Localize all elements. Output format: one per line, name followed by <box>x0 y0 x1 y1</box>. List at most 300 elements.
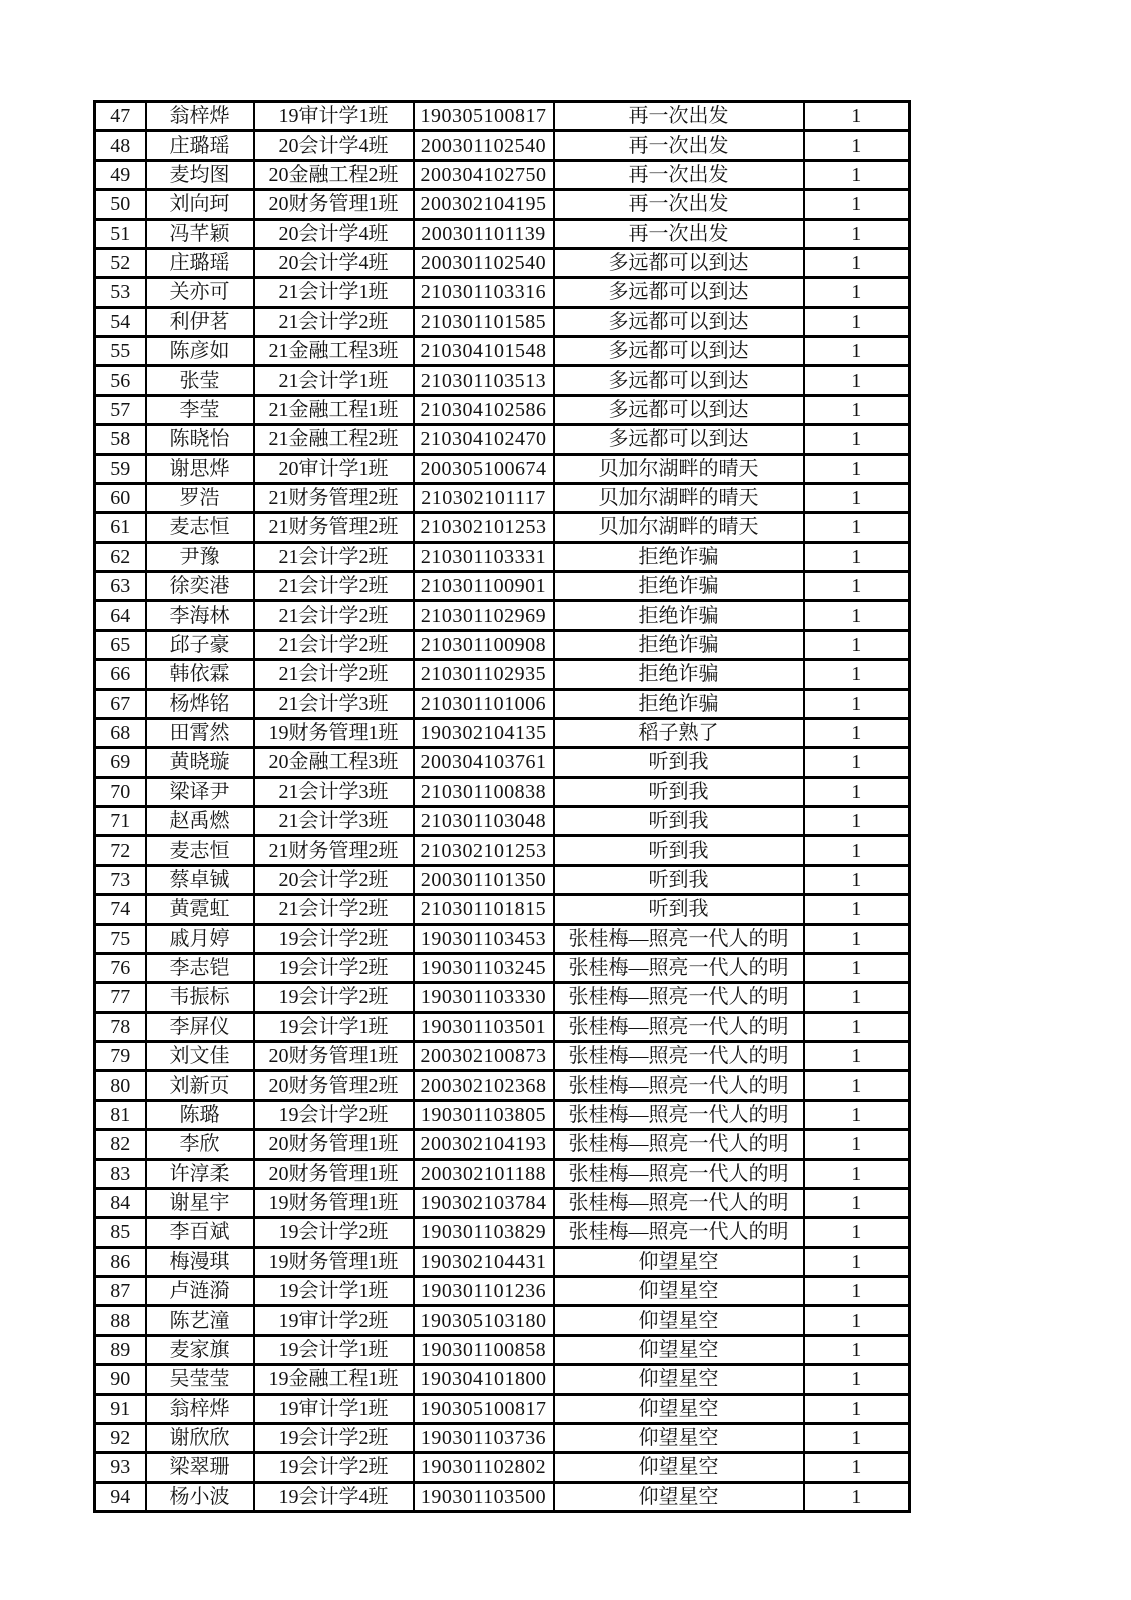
song-title-cell: 再一次出发 <box>554 219 804 248</box>
student-name-cell: 杨小波 <box>146 1482 254 1511</box>
student-id-cell: 200302104193 <box>414 1130 554 1159</box>
count-cell: 1 <box>804 1482 910 1511</box>
student-id-cell: 200302102368 <box>414 1071 554 1100</box>
row-number-cell: 87 <box>95 1277 146 1306</box>
song-title-cell: 张桂梅—照亮一代人的明 <box>554 1100 804 1129</box>
row-number-cell: 70 <box>95 777 146 806</box>
count-cell: 1 <box>804 865 910 894</box>
student-name-cell: 庄璐瑶 <box>146 131 254 160</box>
song-title-cell: 拒绝诈骗 <box>554 630 804 659</box>
count-cell: 1 <box>804 513 910 542</box>
class-cell: 20金融工程2班 <box>254 160 414 189</box>
row-number-cell: 52 <box>95 248 146 277</box>
table-row <box>95 190 910 219</box>
song-title-cell: 仰望星空 <box>554 1482 804 1511</box>
student-id-cell: 190301103736 <box>414 1423 554 1452</box>
student-name-cell: 关亦可 <box>146 278 254 307</box>
student-name-cell: 徐奕港 <box>146 572 254 601</box>
song-title-cell: 听到我 <box>554 865 804 894</box>
song-title-cell: 多远都可以到达 <box>554 337 804 366</box>
student-name-cell: 谢欣欣 <box>146 1423 254 1452</box>
class-cell: 19会计学2班 <box>254 1453 414 1482</box>
student-id-cell: 210301101815 <box>414 895 554 924</box>
student-id-cell: 210301102969 <box>414 601 554 630</box>
row-number-cell: 82 <box>95 1130 146 1159</box>
count-cell: 1 <box>804 1042 910 1071</box>
row-number-cell: 62 <box>95 542 146 571</box>
table-row <box>95 454 910 483</box>
count-cell: 1 <box>804 1453 910 1482</box>
class-cell: 19财务管理1班 <box>254 718 414 747</box>
class-cell: 19财务管理1班 <box>254 1188 414 1217</box>
count-cell: 1 <box>804 160 910 189</box>
class-cell: 21金融工程3班 <box>254 337 414 366</box>
student-name-cell: 罗浩 <box>146 483 254 512</box>
table-row <box>95 278 910 307</box>
row-number-cell: 91 <box>95 1394 146 1423</box>
row-number-cell: 93 <box>95 1453 146 1482</box>
count-cell: 1 <box>804 572 910 601</box>
count-cell: 1 <box>804 542 910 571</box>
count-cell: 1 <box>804 777 910 806</box>
row-number-cell: 66 <box>95 660 146 689</box>
student-name-cell: 卢涟漪 <box>146 1277 254 1306</box>
table-row <box>95 366 910 395</box>
row-number-cell: 85 <box>95 1218 146 1247</box>
row-number-cell: 49 <box>95 160 146 189</box>
student-id-cell: 190301103501 <box>414 1012 554 1041</box>
count-cell: 1 <box>804 601 910 630</box>
table-row <box>95 483 910 512</box>
row-number-cell: 81 <box>95 1100 146 1129</box>
row-number-cell: 56 <box>95 366 146 395</box>
table-row <box>95 1482 910 1511</box>
song-title-cell: 张桂梅—照亮一代人的明 <box>554 1130 804 1159</box>
table-row <box>95 1188 910 1217</box>
table-row <box>95 160 910 189</box>
count-cell: 1 <box>804 689 910 718</box>
song-title-cell: 多远都可以到达 <box>554 395 804 424</box>
student-id-cell: 200301101139 <box>414 219 554 248</box>
student-name-cell: 麦均图 <box>146 160 254 189</box>
row-number-cell: 64 <box>95 601 146 630</box>
student-id-cell: 200302101188 <box>414 1159 554 1188</box>
row-number-cell: 88 <box>95 1306 146 1335</box>
count-cell: 1 <box>804 366 910 395</box>
row-number-cell: 67 <box>95 689 146 718</box>
count-cell: 1 <box>804 483 910 512</box>
count-cell: 1 <box>804 807 910 836</box>
student-name-cell: 谢星宇 <box>146 1188 254 1217</box>
table-row <box>95 513 910 542</box>
student-id-cell: 200301102540 <box>414 248 554 277</box>
student-id-cell: 210301103048 <box>414 807 554 836</box>
table-row <box>95 748 910 777</box>
row-number-cell: 60 <box>95 483 146 512</box>
song-title-cell: 多远都可以到达 <box>554 248 804 277</box>
row-number-cell: 86 <box>95 1247 146 1276</box>
class-cell: 21会计学2班 <box>254 601 414 630</box>
student-id-cell: 190301103330 <box>414 983 554 1012</box>
student-name-cell: 李屏仪 <box>146 1012 254 1041</box>
student-name-cell: 黄晓璇 <box>146 748 254 777</box>
student-name-cell: 蔡卓铖 <box>146 865 254 894</box>
student-id-cell: 200304102750 <box>414 160 554 189</box>
student-name-cell: 梁翠珊 <box>146 1453 254 1482</box>
class-cell: 21会计学2班 <box>254 307 414 336</box>
song-title-cell: 仰望星空 <box>554 1453 804 1482</box>
table-row <box>95 777 910 806</box>
row-number-cell: 84 <box>95 1188 146 1217</box>
song-title-cell: 张桂梅—照亮一代人的明 <box>554 1042 804 1071</box>
count-cell: 1 <box>804 1394 910 1423</box>
table-row <box>95 1306 910 1335</box>
count-cell: 1 <box>804 454 910 483</box>
song-title-cell: 仰望星空 <box>554 1365 804 1394</box>
song-title-cell: 仰望星空 <box>554 1277 804 1306</box>
table-row <box>95 395 910 424</box>
student-name-cell: 韩依霖 <box>146 660 254 689</box>
student-name-cell: 李海林 <box>146 601 254 630</box>
song-title-cell: 再一次出发 <box>554 160 804 189</box>
song-title-cell: 拒绝诈骗 <box>554 601 804 630</box>
row-number-cell: 71 <box>95 807 146 836</box>
class-cell: 19审计学1班 <box>254 1394 414 1423</box>
student-name-cell: 田霄然 <box>146 718 254 747</box>
song-title-cell: 多远都可以到达 <box>554 307 804 336</box>
table-row <box>95 131 910 160</box>
student-id-cell: 190302103784 <box>414 1188 554 1217</box>
count-cell: 1 <box>804 1188 910 1217</box>
count-cell: 1 <box>804 836 910 865</box>
count-cell: 1 <box>804 190 910 219</box>
class-cell: 19会计学1班 <box>254 1012 414 1041</box>
student-name-cell: 谢思烨 <box>146 454 254 483</box>
student-id-cell: 210301103316 <box>414 278 554 307</box>
student-name-cell: 张莹 <box>146 366 254 395</box>
class-cell: 19会计学1班 <box>254 1277 414 1306</box>
song-title-cell: 听到我 <box>554 895 804 924</box>
student-id-cell: 190301103500 <box>414 1482 554 1511</box>
table-row <box>95 1012 910 1041</box>
table-row <box>95 307 910 336</box>
student-id-cell: 210304101548 <box>414 337 554 366</box>
class-cell: 19会计学2班 <box>254 953 414 982</box>
table-row <box>95 572 910 601</box>
table-row <box>95 660 910 689</box>
row-number-cell: 76 <box>95 953 146 982</box>
student-name-cell: 李莹 <box>146 395 254 424</box>
table-row <box>95 601 910 630</box>
class-cell: 20财务管理1班 <box>254 1130 414 1159</box>
song-title-cell: 再一次出发 <box>554 131 804 160</box>
row-number-cell: 65 <box>95 630 146 659</box>
class-cell: 19审计学2班 <box>254 1306 414 1335</box>
student-name-cell: 麦志恒 <box>146 836 254 865</box>
count-cell: 1 <box>804 219 910 248</box>
student-id-cell: 210304102586 <box>414 395 554 424</box>
count-cell: 1 <box>804 1100 910 1129</box>
table-row <box>95 689 910 718</box>
class-cell: 19财务管理1班 <box>254 1247 414 1276</box>
song-title-cell: 张桂梅—照亮一代人的明 <box>554 983 804 1012</box>
class-cell: 21会计学1班 <box>254 366 414 395</box>
class-cell: 21会计学3班 <box>254 777 414 806</box>
student-name-cell: 尹豫 <box>146 542 254 571</box>
table-row <box>95 953 910 982</box>
song-title-cell: 听到我 <box>554 777 804 806</box>
count-cell: 1 <box>804 307 910 336</box>
student-name-cell: 庄璐瑶 <box>146 248 254 277</box>
table-row <box>95 248 910 277</box>
student-id-cell: 210301101006 <box>414 689 554 718</box>
class-cell: 19审计学1班 <box>254 102 414 131</box>
class-cell: 20财务管理1班 <box>254 190 414 219</box>
table-row <box>95 1218 910 1247</box>
student-id-cell: 190301102802 <box>414 1453 554 1482</box>
class-cell: 21会计学2班 <box>254 895 414 924</box>
table-row <box>95 102 910 131</box>
count-cell: 1 <box>804 924 910 953</box>
table-row <box>95 1100 910 1129</box>
song-title-cell: 张桂梅—照亮一代人的明 <box>554 1218 804 1247</box>
student-id-cell: 210301102935 <box>414 660 554 689</box>
student-name-cell: 李欣 <box>146 1130 254 1159</box>
student-name-cell: 麦家旗 <box>146 1335 254 1364</box>
count-cell: 1 <box>804 1335 910 1364</box>
row-number-cell: 80 <box>95 1071 146 1100</box>
student-name-cell: 李志铠 <box>146 953 254 982</box>
table-row <box>95 983 910 1012</box>
table-row <box>95 425 910 454</box>
class-cell: 19会计学2班 <box>254 1100 414 1129</box>
student-name-cell: 陈晓怡 <box>146 425 254 454</box>
student-name-cell: 李百斌 <box>146 1218 254 1247</box>
student-name-cell: 杨烨铭 <box>146 689 254 718</box>
row-number-cell: 59 <box>95 454 146 483</box>
student-id-cell: 210301100908 <box>414 630 554 659</box>
count-cell: 1 <box>804 1071 910 1100</box>
table-row <box>95 1394 910 1423</box>
class-cell: 21会计学2班 <box>254 542 414 571</box>
song-title-cell: 听到我 <box>554 807 804 836</box>
class-cell: 21会计学2班 <box>254 660 414 689</box>
row-number-cell: 50 <box>95 190 146 219</box>
count-cell: 1 <box>804 278 910 307</box>
student-id-cell: 200301101350 <box>414 865 554 894</box>
class-cell: 21金融工程1班 <box>254 395 414 424</box>
row-number-cell: 78 <box>95 1012 146 1041</box>
count-cell: 1 <box>804 1365 910 1394</box>
table-row <box>95 1423 910 1452</box>
table-row <box>95 630 910 659</box>
song-title-cell: 张桂梅—照亮一代人的明 <box>554 1188 804 1217</box>
count-cell: 1 <box>804 131 910 160</box>
row-number-cell: 90 <box>95 1365 146 1394</box>
song-title-cell: 听到我 <box>554 836 804 865</box>
row-number-cell: 55 <box>95 337 146 366</box>
class-cell: 19会计学2班 <box>254 1423 414 1452</box>
student-id-cell: 210301103331 <box>414 542 554 571</box>
song-title-cell: 贝加尔湖畔的晴天 <box>554 454 804 483</box>
class-cell: 21财务管理2班 <box>254 513 414 542</box>
song-title-cell: 再一次出发 <box>554 102 804 131</box>
row-number-cell: 48 <box>95 131 146 160</box>
class-cell: 19会计学2班 <box>254 983 414 1012</box>
count-cell: 1 <box>804 630 910 659</box>
row-number-cell: 53 <box>95 278 146 307</box>
student-name-cell: 冯芊颖 <box>146 219 254 248</box>
count-cell: 1 <box>804 1012 910 1041</box>
class-cell: 20会计学4班 <box>254 248 414 277</box>
song-title-cell: 听到我 <box>554 748 804 777</box>
student-id-cell: 190302104431 <box>414 1247 554 1276</box>
table-row <box>95 836 910 865</box>
row-number-cell: 57 <box>95 395 146 424</box>
student-name-cell: 韦振标 <box>146 983 254 1012</box>
student-id-cell: 210301100901 <box>414 572 554 601</box>
student-id-cell: 190301103245 <box>414 953 554 982</box>
table-row <box>95 219 910 248</box>
student-name-cell: 刘文佳 <box>146 1042 254 1071</box>
student-id-cell: 190301103829 <box>414 1218 554 1247</box>
row-number-cell: 92 <box>95 1423 146 1452</box>
song-title-cell: 张桂梅—照亮一代人的明 <box>554 953 804 982</box>
count-cell: 1 <box>804 953 910 982</box>
student-name-cell: 刘新页 <box>146 1071 254 1100</box>
song-title-cell: 拒绝诈骗 <box>554 542 804 571</box>
student-name-cell: 利伊茗 <box>146 307 254 336</box>
row-number-cell: 51 <box>95 219 146 248</box>
student-id-cell: 200301102540 <box>414 131 554 160</box>
class-cell: 21财务管理2班 <box>254 836 414 865</box>
count-cell: 1 <box>804 1130 910 1159</box>
count-cell: 1 <box>804 395 910 424</box>
row-number-cell: 63 <box>95 572 146 601</box>
class-cell: 20财务管理1班 <box>254 1159 414 1188</box>
class-cell: 21会计学2班 <box>254 630 414 659</box>
song-title-cell: 多远都可以到达 <box>554 425 804 454</box>
song-title-cell: 拒绝诈骗 <box>554 660 804 689</box>
student-id-cell: 190305100817 <box>414 1394 554 1423</box>
student-id-cell: 200305100674 <box>414 454 554 483</box>
count-cell: 1 <box>804 1218 910 1247</box>
count-cell: 1 <box>804 660 910 689</box>
row-number-cell: 83 <box>95 1159 146 1188</box>
song-title-cell: 仰望星空 <box>554 1306 804 1335</box>
count-cell: 1 <box>804 248 910 277</box>
table-row <box>95 1042 910 1071</box>
table-row <box>95 1159 910 1188</box>
student-id-cell: 200302104195 <box>414 190 554 219</box>
student-id-cell: 200304103761 <box>414 748 554 777</box>
count-cell: 1 <box>804 983 910 1012</box>
row-number-cell: 58 <box>95 425 146 454</box>
student-id-cell: 210301101585 <box>414 307 554 336</box>
count-cell: 1 <box>804 718 910 747</box>
row-number-cell: 79 <box>95 1042 146 1071</box>
song-title-cell: 多远都可以到达 <box>554 366 804 395</box>
student-name-cell: 梅漫琪 <box>146 1247 254 1276</box>
student-name-cell: 许淳柔 <box>146 1159 254 1188</box>
count-cell: 1 <box>804 425 910 454</box>
class-cell: 21金融工程2班 <box>254 425 414 454</box>
class-cell: 19会计学2班 <box>254 1218 414 1247</box>
student-id-cell: 190302104135 <box>414 718 554 747</box>
class-cell: 21会计学1班 <box>254 278 414 307</box>
student-name-cell: 黄霓虹 <box>146 895 254 924</box>
row-number-cell: 47 <box>95 102 146 131</box>
table-row <box>95 1277 910 1306</box>
table-row <box>95 718 910 747</box>
student-id-cell: 210302101253 <box>414 836 554 865</box>
student-id-cell: 190301101236 <box>414 1277 554 1306</box>
table-row <box>95 1071 910 1100</box>
count-cell: 1 <box>804 1277 910 1306</box>
student-id-cell: 210301103513 <box>414 366 554 395</box>
student-id-cell: 210302101117 <box>414 483 554 512</box>
student-name-cell: 麦志恒 <box>146 513 254 542</box>
song-title-cell: 张桂梅—照亮一代人的明 <box>554 1071 804 1100</box>
student-id-cell: 190305103180 <box>414 1306 554 1335</box>
student-id-cell: 190305100817 <box>414 102 554 131</box>
class-cell: 21财务管理2班 <box>254 483 414 512</box>
table-row <box>95 1130 910 1159</box>
student-id-cell: 210304102470 <box>414 425 554 454</box>
student-id-cell: 210301100838 <box>414 777 554 806</box>
song-title-cell: 张桂梅—照亮一代人的明 <box>554 1012 804 1041</box>
class-cell: 20金融工程3班 <box>254 748 414 777</box>
count-cell: 1 <box>804 1306 910 1335</box>
song-title-cell: 拒绝诈骗 <box>554 572 804 601</box>
song-title-cell: 再一次出发 <box>554 190 804 219</box>
student-name-cell: 赵禹燃 <box>146 807 254 836</box>
table-row <box>95 1453 910 1482</box>
count-cell: 1 <box>804 337 910 366</box>
table-row <box>95 865 910 894</box>
song-title-cell: 拒绝诈骗 <box>554 689 804 718</box>
table-row <box>95 337 910 366</box>
row-number-cell: 77 <box>95 983 146 1012</box>
class-cell: 20会计学4班 <box>254 219 414 248</box>
row-number-cell: 61 <box>95 513 146 542</box>
class-cell: 20会计学2班 <box>254 865 414 894</box>
table-row <box>95 924 910 953</box>
student-name-cell: 翁梓烨 <box>146 102 254 131</box>
student-song-roster-table <box>93 100 911 1513</box>
student-name-cell: 梁译尹 <box>146 777 254 806</box>
table-row <box>95 1335 910 1364</box>
student-name-cell: 戚月婷 <box>146 924 254 953</box>
row-number-cell: 74 <box>95 895 146 924</box>
class-cell: 19会计学1班 <box>254 1335 414 1364</box>
student-name-cell: 邱子豪 <box>146 630 254 659</box>
count-cell: 1 <box>804 102 910 131</box>
student-id-cell: 190301103453 <box>414 924 554 953</box>
count-cell: 1 <box>804 1159 910 1188</box>
row-number-cell: 54 <box>95 307 146 336</box>
student-name-cell: 翁梓烨 <box>146 1394 254 1423</box>
song-title-cell: 贝加尔湖畔的晴天 <box>554 483 804 512</box>
count-cell: 1 <box>804 895 910 924</box>
class-cell: 21会计学2班 <box>254 572 414 601</box>
student-name-cell: 陈彦如 <box>146 337 254 366</box>
class-cell: 20会计学4班 <box>254 131 414 160</box>
row-number-cell: 75 <box>95 924 146 953</box>
class-cell: 19金融工程1班 <box>254 1365 414 1394</box>
row-number-cell: 68 <box>95 718 146 747</box>
row-number-cell: 94 <box>95 1482 146 1511</box>
